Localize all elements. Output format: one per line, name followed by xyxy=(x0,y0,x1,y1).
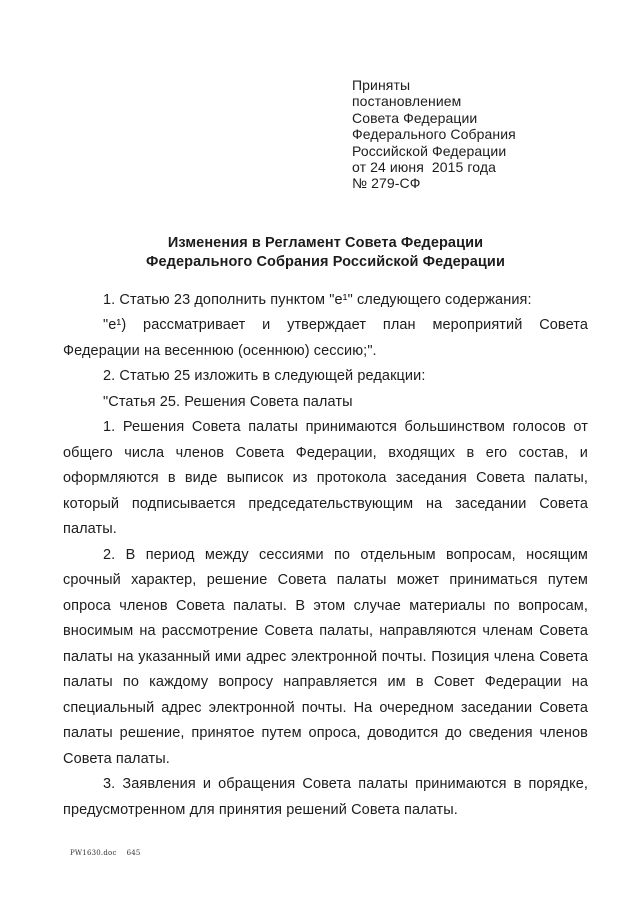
adoption-note-line: Приняты xyxy=(352,77,411,93)
adoption-note-line: Совета Федерации xyxy=(352,109,478,126)
footer-file-name: PW1630.doc xyxy=(70,849,117,857)
adoption-note-line: от 24 июня 2015 года xyxy=(352,159,497,176)
paragraph-6: 2. В период между сессиями по отдельным вопросам, носящим срочный характер, решение Совета палаты может приниматься путем опроса членов Совета палаты. В этом случае материалы по вопросам, вносимым на рассмотрение Совета палаты, направляются членам Совета палаты на указанный ими адрес электронной почты. Позиция члена Совета палаты по каждому вопросу направляется им в Совет Федерации на специальный адрес электронной почты. На очередном заседании Совета палаты решение, принятое путем опроса, доводится до сведения членов Совета палаты. xyxy=(63,546,588,767)
paragraph-4: "Статья 25. Решения Совета палаты xyxy=(103,393,353,410)
paragraph-5: 1. Решения Совета палаты принимаются большинством голосов от общего числа членов Совета Федерации, входящих в его состав, и оформляются в виде выписок из протокола заседания Совета палаты, который подписывается председательствующим на заседании Совета палаты. xyxy=(63,419,588,538)
footer xyxy=(70,849,141,857)
adoption-note-line: Федерального Собрания xyxy=(352,126,516,143)
adoption-note-line: постановлением xyxy=(352,93,462,110)
document-title-line2: Федерального Собрания Российской Федерации xyxy=(146,254,505,271)
document-title-line1: Изменения в Регламент Совета Федерации xyxy=(167,234,484,251)
document-title xyxy=(63,234,588,273)
footer-page-number: 645 xyxy=(126,849,141,857)
adoption-note-line: Российской Федерации xyxy=(352,142,507,159)
adoption-note-line: № 279-СФ xyxy=(352,175,421,192)
paragraph-2: "е¹) рассматривает и утверждает план мероприятий Совета Федерации на весеннюю (осеннюю) сессию;". xyxy=(63,317,588,359)
paragraph-1: 1. Статью 23 дополнить пунктом "е¹" следующего содержания: xyxy=(103,291,532,308)
paragraph-7: 3. Заявления и обращения Совета палаты принимаются в порядке, предусмотренном для принятия решений Совета палаты. xyxy=(63,776,588,818)
adoption-note xyxy=(352,77,592,192)
document-body xyxy=(63,288,588,824)
paragraph-3: 2. Статью 25 изложить в следующей редакции: xyxy=(103,368,426,385)
